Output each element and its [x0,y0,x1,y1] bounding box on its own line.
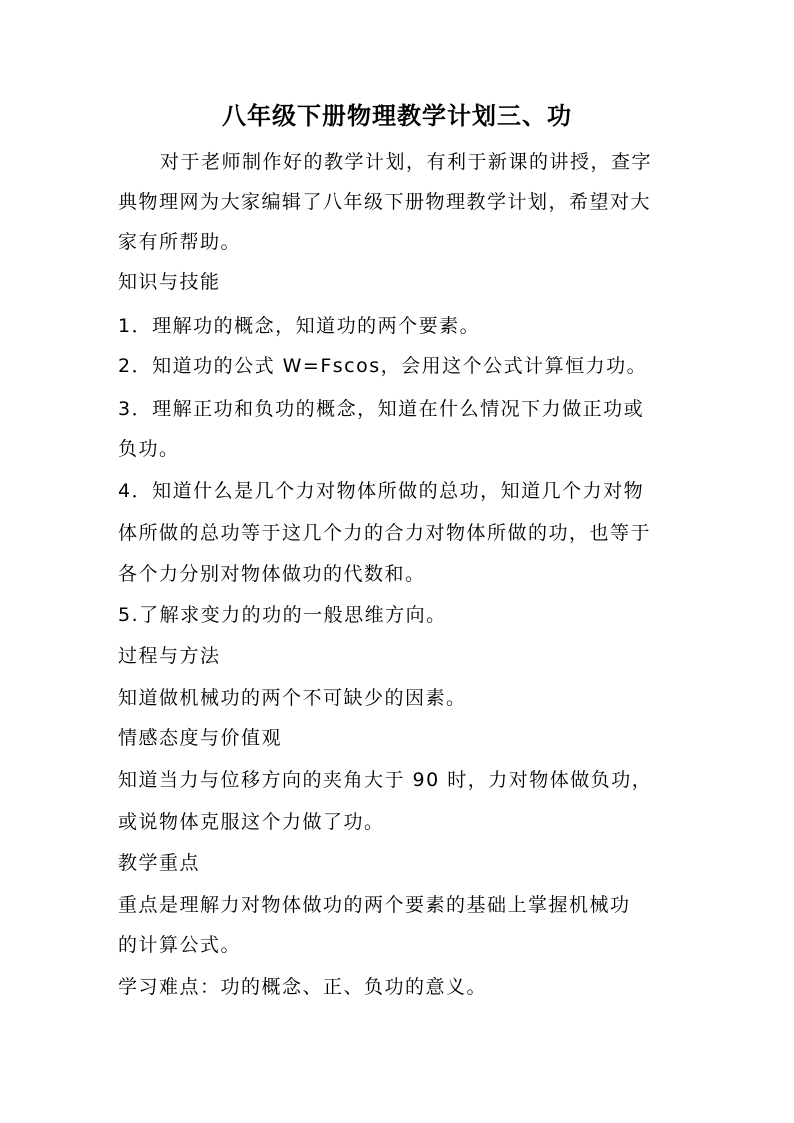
list-item-4-line-1: 4．知道什么是几个力对物体所做的总功，知道几个力对物 [118,480,645,502]
teaching-focus-line-1: 重点是理解力对物体做功的两个要素的基础上掌握机械功 [118,894,631,916]
list-item-1: 1．理解功的概念，知道功的两个要素。 [118,315,481,337]
section-heading-process-method: 过程与方法 [118,645,221,667]
intro-line-3: 家有所帮助。 [118,231,242,253]
intro-line-2: 典物理网为大家编辑了八年级下册物理教学计划，希望对大 [118,191,652,213]
section-heading-attitude-values: 情感态度与价值观 [118,727,283,749]
list-item-2: 2．知道功的公式 W=Fscos，会用这个公式计算恒力功。 [118,355,648,377]
learning-difficulty: 学习难点：功的概念、正、负功的意义。 [118,976,488,998]
attitude-text-line-2: 或说物体克服这个力做了功。 [118,811,385,833]
teaching-focus-line-2: 的计算公式。 [118,934,242,956]
list-item-4-line-2: 体所做的总功等于这几个力的合力对物体所做的功，也等于 [118,522,652,544]
list-item-5: 5.了解求变力的功的一般思维方向。 [118,604,447,626]
section-heading-teaching-focus: 教学重点 [118,852,201,874]
document-title: 八年级下册物理教学计划三、功 [222,101,572,130]
list-item-3-line-1: 3．理解正功和负功的概念，知道在什么情况下力做正功或 [118,398,645,420]
list-item-4-line-3: 各个力分别对物体做功的代数和。 [118,563,426,585]
list-item-3-line-2: 负功。 [118,438,180,460]
intro-line-1: 对于老师制作好的教学计划，有利于新课的讲授，查字 [160,151,653,173]
process-method-text: 知道做机械功的两个不可缺少的因素。 [118,687,467,709]
attitude-text-line-1: 知道当力与位移方向的夹角大于 90 时，力对物体做负功， [118,769,653,791]
section-heading-knowledge-skills: 知识与技能 [118,271,221,293]
